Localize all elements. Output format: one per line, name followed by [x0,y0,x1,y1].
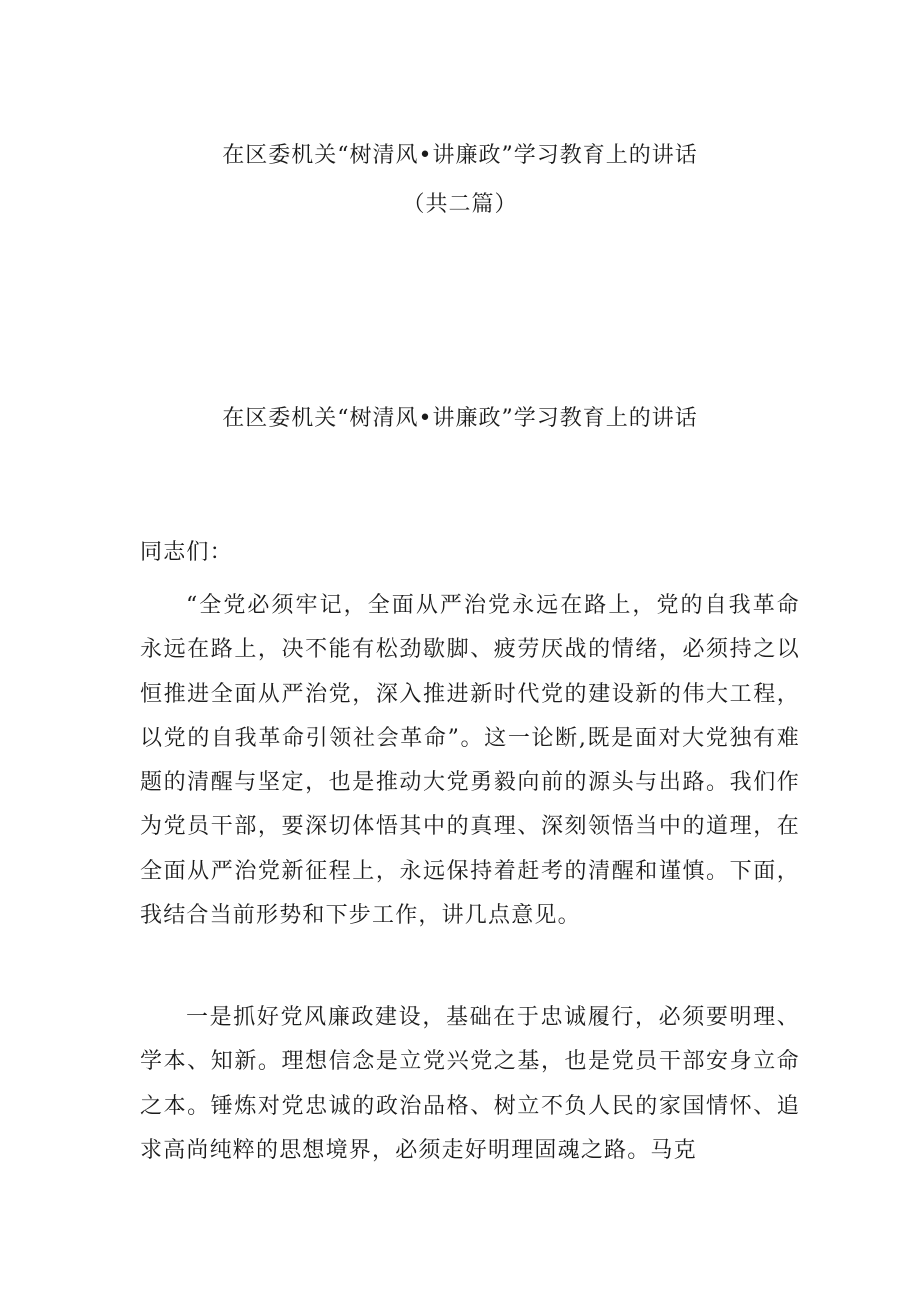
document-title: 在区委机关“树清风•讲廉政”学习教育上的讲话 [222,143,698,168]
salutation: 同志们： [140,540,233,565]
document-subtitle: （共二篇） [402,192,518,217]
paragraph: “全党必须牢记，全面从严治党永远在路上，党的自我革命永远在路上，决不能有松劲歇脚、疲劳厌战的情绪，必须持之以恒推进全面从严治党，深入推进新时代党的建设新的伟大工程，以党的自我革命引领社会革命”。这一论断,既是面对大党独有难题的清醒与坚定，也是推动大党勇毅向前的源头与出路。我们作为党员干部，要深切体悟其中的真理、深刻领悟当中的道理，在全面从严治党新征程上，永远保持着赶考的清醒和谨慎。下面，我结合当前形势和下步工作，讲几点意见。 [140,593,800,929]
paragraph: 一是抓好党风廉政建设，基础在于忠诚履行，必须要明理、学本、知新。理想信念是立党兴党之基，也是党员干部安身立命之本。锤炼对党忠诚的政治品格、树立不负人民的家国情怀、追求高尚纯粹的思想境界，必须走好明理固魂之路。马克 [140,1005,800,1163]
section-title: 在区委机关“树清风•讲廉政”学习教育上的讲话 [222,406,698,431]
